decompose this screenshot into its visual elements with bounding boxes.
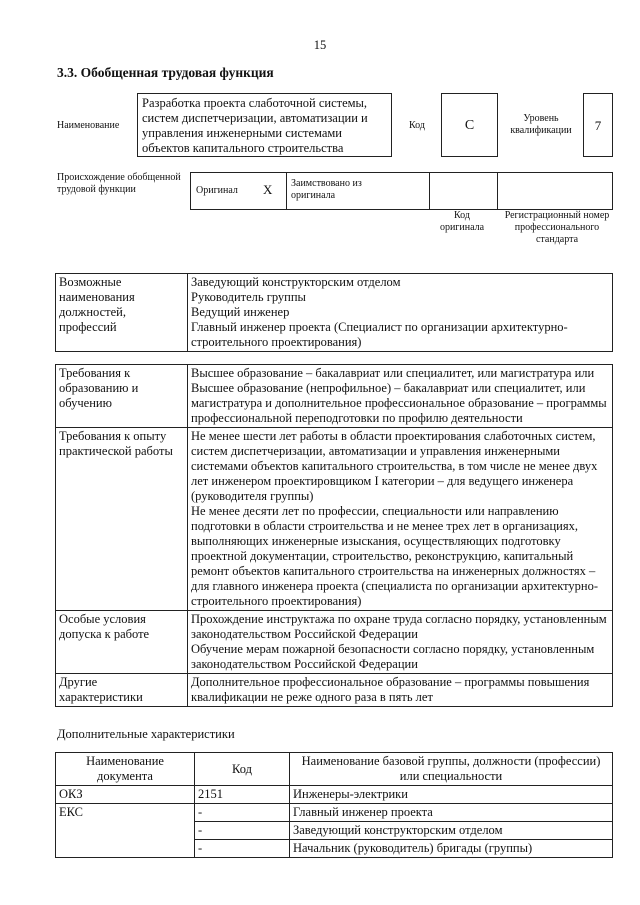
code-cell: 2151 — [195, 786, 290, 804]
table-row — [56, 611, 613, 674]
req-label: Другие характеристики — [56, 674, 188, 707]
section-heading: 3.3. Обобщенная трудовая функция — [57, 65, 274, 80]
positions-table — [55, 273, 613, 352]
name-label: Наименование — [57, 120, 120, 131]
additional-table — [55, 752, 613, 858]
req-label: Особые условия допуска к работе — [56, 611, 188, 674]
level-label: Уровень квалификации — [510, 113, 572, 136]
req-content — [188, 611, 613, 674]
doc-cell: ЕКС — [56, 804, 195, 858]
position-line: Руководитель группы — [191, 290, 306, 304]
position-line: Заведующий конструкторским отделом — [191, 275, 401, 289]
req-line: Обучение мерам пожарной безопасности согласно порядку, установленным законодательством Российской Федерации — [191, 642, 595, 671]
table-row — [56, 804, 613, 822]
req-line: Прохождение инструктажа по охране труда согласно порядку, установленным законодательством Российской Федерации — [191, 612, 607, 641]
divider-1 — [286, 173, 287, 209]
req-content — [188, 428, 613, 611]
original-label: Оригинал — [196, 185, 238, 196]
req-line: Не менее шести лет работы в области проектирования слаботочных систем, систем диспетчеризации, автоматизации и управления инженерными системами объектов капитального строительства, в том числе не менее двух лет инженером проектировщиком I категории – для ведущего инженера (руководителя группы) — [191, 429, 598, 503]
divider-3 — [497, 173, 498, 209]
origin-row — [190, 172, 613, 210]
requirements-table — [55, 364, 613, 707]
name-cell: Начальник (руководитель) бригады (группы) — [290, 840, 613, 858]
req-content — [188, 365, 613, 428]
page-number: 15 — [313, 38, 327, 52]
code-value: C — [441, 93, 498, 157]
positions-list — [188, 274, 613, 352]
positions-label: Возможные наименования должностей, профессий — [56, 274, 188, 352]
name-cell: Главный инженер проекта — [290, 804, 613, 822]
additional-heading: Дополнительные характеристики — [57, 727, 235, 741]
code-cell: - — [195, 804, 290, 822]
code-cell: - — [195, 840, 290, 858]
doc-cell: ОКЗ — [56, 786, 195, 804]
table-row — [56, 674, 613, 707]
name-cell: Инженеры-электрики — [290, 786, 613, 804]
position-line: Ведущий инженер — [191, 305, 290, 319]
req-content — [188, 674, 613, 707]
req-label: Требования к образованию и обучению — [56, 365, 188, 428]
col-doc-header: Наименование документа — [56, 753, 195, 786]
reg-caption: Регистрационный номер профессионального стандарта — [504, 210, 610, 245]
table-row — [56, 786, 613, 804]
origin-label: Происхождение обобщенной трудовой функции — [57, 172, 181, 195]
borrowed-label: Заимствовано из оригинала — [291, 178, 362, 201]
level-value: 7 — [583, 93, 613, 157]
position-line: Главный инженер проекта (Специалист по организации архитектурно-строительного проектирования) — [191, 320, 568, 349]
req-line: Высшее образование – бакалавриат или специалитет, или магистратура или — [191, 366, 595, 380]
req-line: Высшее образование (непрофильное) – бакалавриат или специалитет, или магистратура и дополнительное профессиональное образование – программы профессиональной переподготовки по профилю деятельности — [191, 381, 607, 425]
table-header-row — [56, 753, 613, 786]
table-row — [56, 428, 613, 611]
divider-2 — [429, 173, 430, 209]
req-line: Не менее десяти лет по профессии, специальности или направлению подготовки в области строительства и не менее трех лет в организациях, выполняющих инженерные изыскания, осуществляющих подготовку проектной документации, строительство, реконструкцию, капитальный ремонт объектов капитального строительства на инженерных должностях – для главного инженера проекта (специалиста по организации архитектурно-строительного проектирования) — [191, 504, 599, 608]
code-caption: Код оригинала — [439, 210, 485, 233]
name-cell: Заведующий конструкторским отделом — [290, 822, 613, 840]
col-name-header: Наименование базовой группы, должности (профессии) или специальности — [290, 753, 613, 786]
col-code-header: Код — [195, 753, 290, 786]
code-label: Код — [409, 120, 425, 131]
req-line: Дополнительное профессиональное образование – программы повышения квалификации не реже одного раза в пять лет — [191, 675, 590, 704]
req-label: Требования к опыту практической работы — [56, 428, 188, 611]
name-value: Разработка проекта слаботочной системы, систем диспетчеризации, автоматизации и управления инженерными системами объектов капитального строительства — [137, 93, 392, 157]
original-mark: X — [263, 182, 273, 197]
table-row — [56, 365, 613, 428]
code-cell: - — [195, 822, 290, 840]
